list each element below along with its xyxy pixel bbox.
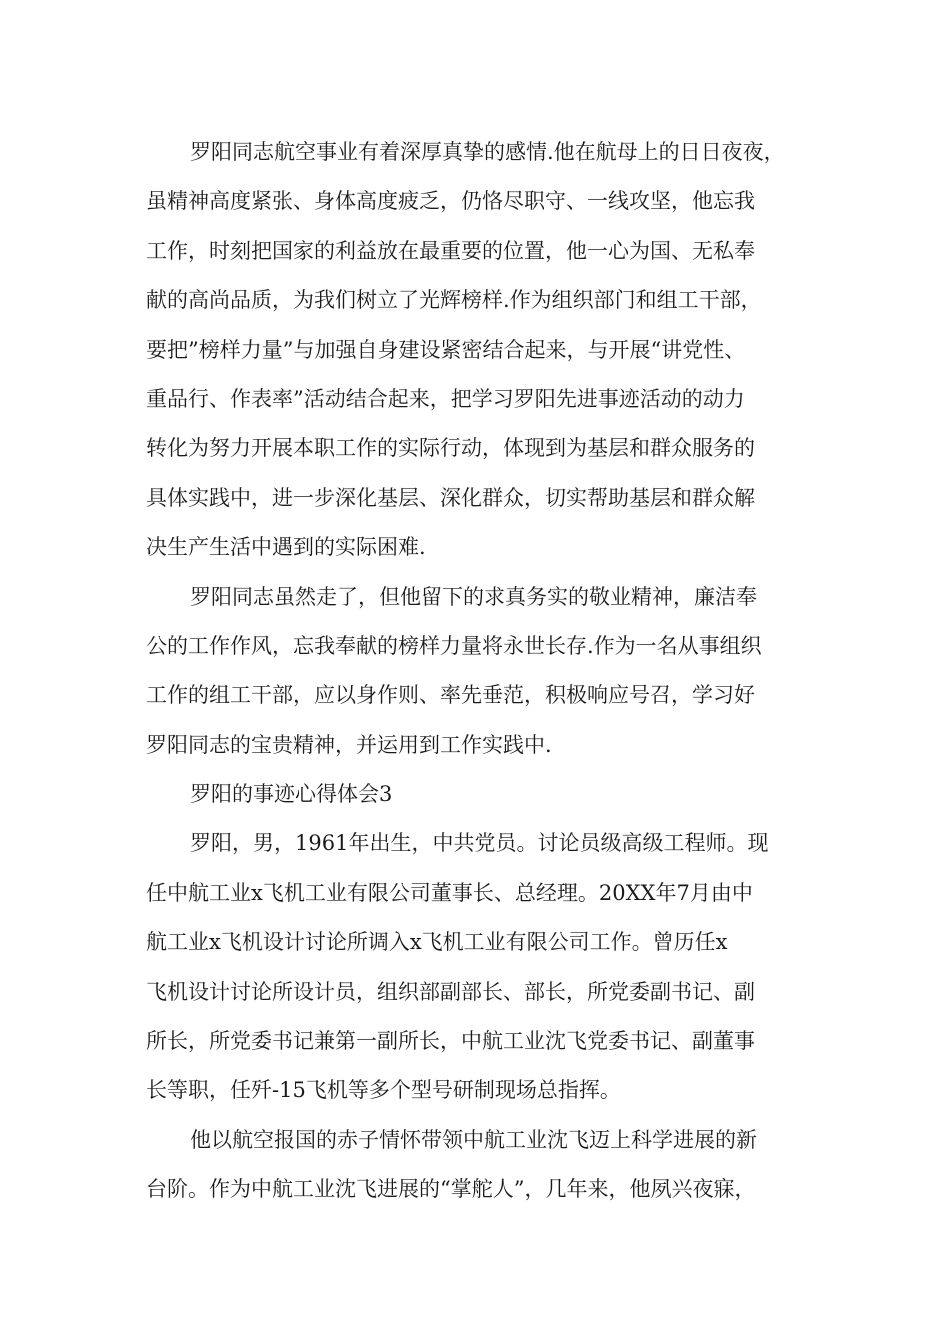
body-text [146,128,826,1215]
text-line: 他以航空报国的赤子情怀带领中航工业沈飞迈上科学进展的新 [190,1127,757,1152]
text-line: 工作，时刻把国家的利益放在最重要的位置，他一心为国、无私奉 [146,238,755,263]
text-line: 公的工作作风，忘我奉献的榜样力量将永世长存.作为一名从事组织 [146,633,762,658]
text-line: 长等职，任歼-15飞机等多个型号研制现场总指挥。 [146,1078,621,1103]
text-line: 工作的组工干部，应以身作则、率先垂范，积极响应号召，学习好 [146,683,755,708]
text-line: 决生产生活中遇到的实际困难. [146,535,426,560]
text-line: 所长，所党委书记兼第一副所长，中航工业沈飞党委书记、副董事 [146,1029,755,1054]
text-line: 任中航工业x飞机工业有限公司董事长、总经理。20XX年7月由中 [146,880,753,905]
text-line: 罗阳同志航空事业有着深厚真挚的感情.他在航母上的日日夜夜， [190,140,785,164]
text-line: 台阶。作为中航工业沈飞进展的“掌舵人”，几年来，他夙兴夜寐， [146,1177,756,1202]
text-line: 罗阳同志的宝贵精神，并运用到工作实践中. [146,732,552,757]
text-line: 转化为努力开展本职工作的实际行动，体现到为基层和群众服务的 [146,436,755,461]
text-line: 飞机设计讨论所设计员，组织部副部长、部长，所党委副书记、副 [146,979,755,1004]
text-line: 重品行、作表率”活动结合起来，把学习罗阳先进事迹活动的动力 [146,386,745,411]
text-line: 要把”榜样力量”与加强自身建设紧密结合起来，与开展“讲党性、 [146,337,746,362]
text-line: 虽精神高度紧张、身体高度疲乏，仍恪尽职守、一线攻坚，他忘我 [146,189,755,214]
text-line: 罗阳，男，1961年出生，中共党员。讨论员级高级工程师。现 [190,831,769,856]
text-line: 献的高尚品质，为我们树立了光辉榜样.作为组织部门和组工干部， [146,288,762,313]
text-line: 具体实践中，进一步深化基层、深化群众，切实帮助基层和群众解 [146,485,755,510]
text-line: 罗阳同志虽然走了，但他留下的求真务实的敬业精神，廉洁奉 [190,584,757,609]
text-line: 罗阳的事迹心得体会3 [190,782,393,807]
text-line: 航工业x飞机设计讨论所调入x飞机工业有限公司工作。曾历任x [146,930,728,955]
